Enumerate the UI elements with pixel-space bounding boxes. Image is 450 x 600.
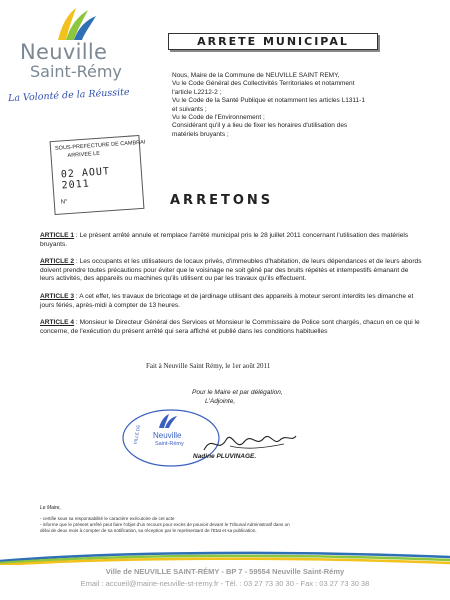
article-4 [40,319,422,336]
notes-heading: Le Maire, [40,505,61,511]
preamble-line: Vu le Code Général des Collectivités Territoriales et notamment [172,80,355,88]
preamble-line: Considérant qu'il y a lieu de fixer les horaires d'utilisation des [172,122,348,130]
preamble-line: l'article L2212-2 ; [172,88,222,96]
delegation-line: Pour le Maire et par délégation, [192,389,283,396]
logo-subtitle: Saint-Rémy [30,62,122,81]
delegation-role: L'Adjointe, [205,398,236,405]
reception-stamp [50,135,145,215]
decree-heading: ARRETONS [170,193,274,208]
preamble-line: et suivants ; [172,105,207,113]
article-label: ARTICLE 4 [40,319,75,327]
note-line: - certifie sous sa responsabilité le caractère exécutoire de cet acte [40,516,175,521]
signatory-name: Nadine PLUVINAGE. [193,453,257,460]
preamble-line: Nous, Maire de la Commune de NEUVILLE SAINT REMY, [172,72,340,79]
article-text: : Le présent arrêté annule et remplace l'arrêté municipal pris le 28 juillet 2011 concernant l'utilisation des matériels bruyants. [40,232,409,248]
article-label: ARTICLE 1 [40,232,75,239]
logo-motto: La Volonté de la Réussite [7,86,130,105]
stamp-arrival-label: ARRIVEE LE [67,150,101,159]
seal-top-text: VILLE DE [132,424,142,445]
preamble [172,72,432,139]
article-text: : Les occupants et les utilisateurs de locaux privés, d'immeubles d'habitation, de leurs dépendances et de leurs abords doivent prendre toutes précautions pour éviter que le voisinage ne soit gêné par des bruits répétés et intempestifs émanant de leurs activités, des appareils ou machines qu'ils utilisent ou par les travaux qu'ils effectuent. [40,258,422,283]
footer-address: Ville de NEUVILLE SAINT-RÉMY - BP 7 - 59554 Neuville Saint-Rémy [105,567,345,576]
document-title: ARRETE MUNICIPAL [168,33,378,50]
articles-list [40,232,422,345]
decorative-band [0,551,450,565]
preamble-line: Vu le Code de la Santé Publique et notamment les articles L1311-1 [172,97,365,105]
seal-name: Neuville [153,431,182,440]
stamp-date: 02 AOUT 2011 [60,166,111,192]
preamble-line: Vu le Code de l'Environnement ; [172,114,265,122]
place-date: Fait à Neuville Saint Rémy, le 1er août 2011 [146,362,271,370]
article-2 [40,258,422,284]
article-label: ARTICLE 3 [40,292,75,300]
note-line: délai de deux mois à compter de sa notification, sa réception par le représentant de l'Etat et sa publication. [40,528,257,533]
preamble-line: matériels bruyants ; [172,130,229,138]
stamp-number: N° [60,199,68,206]
seal-sub: Saint-Rémy [155,441,184,447]
footer-contact: Email : accueil@mairie-neuville-st-remy.fr - Tél. : 03 27 73 30 30 - Fax : 03 27 73 30 38 [80,579,370,588]
note-line: - informe que le présent arrêté peut faire l'objet d'un recours pour excès de pouvoir devant le Tribunal Administratif dans un [40,522,290,527]
article-1 [40,232,422,249]
article-label: ARTICLE 2 [40,258,75,266]
page-footer [0,567,450,588]
article-text: : A cet effet, les travaux de bricolage et de jardinage utilisant des appareils à moteur seront interdits les dimanche et jours fériés, après-midi à compter de 13 heures. [40,292,414,309]
article-text: : Monsieur le Directeur Général des Services et Monsieur le Commissaire de Police sont chargés, chacun en ce qui le concerne, de l'exécution du présent arrêté qui sera affiché et publié dans les conditions habituelles [40,319,420,335]
article-3 [40,293,422,310]
stamp-office: SOUS-PREFECTURE DE CAMBRAI [54,139,146,152]
logo-name: Neuville [20,40,108,64]
legal-notes [40,516,430,534]
